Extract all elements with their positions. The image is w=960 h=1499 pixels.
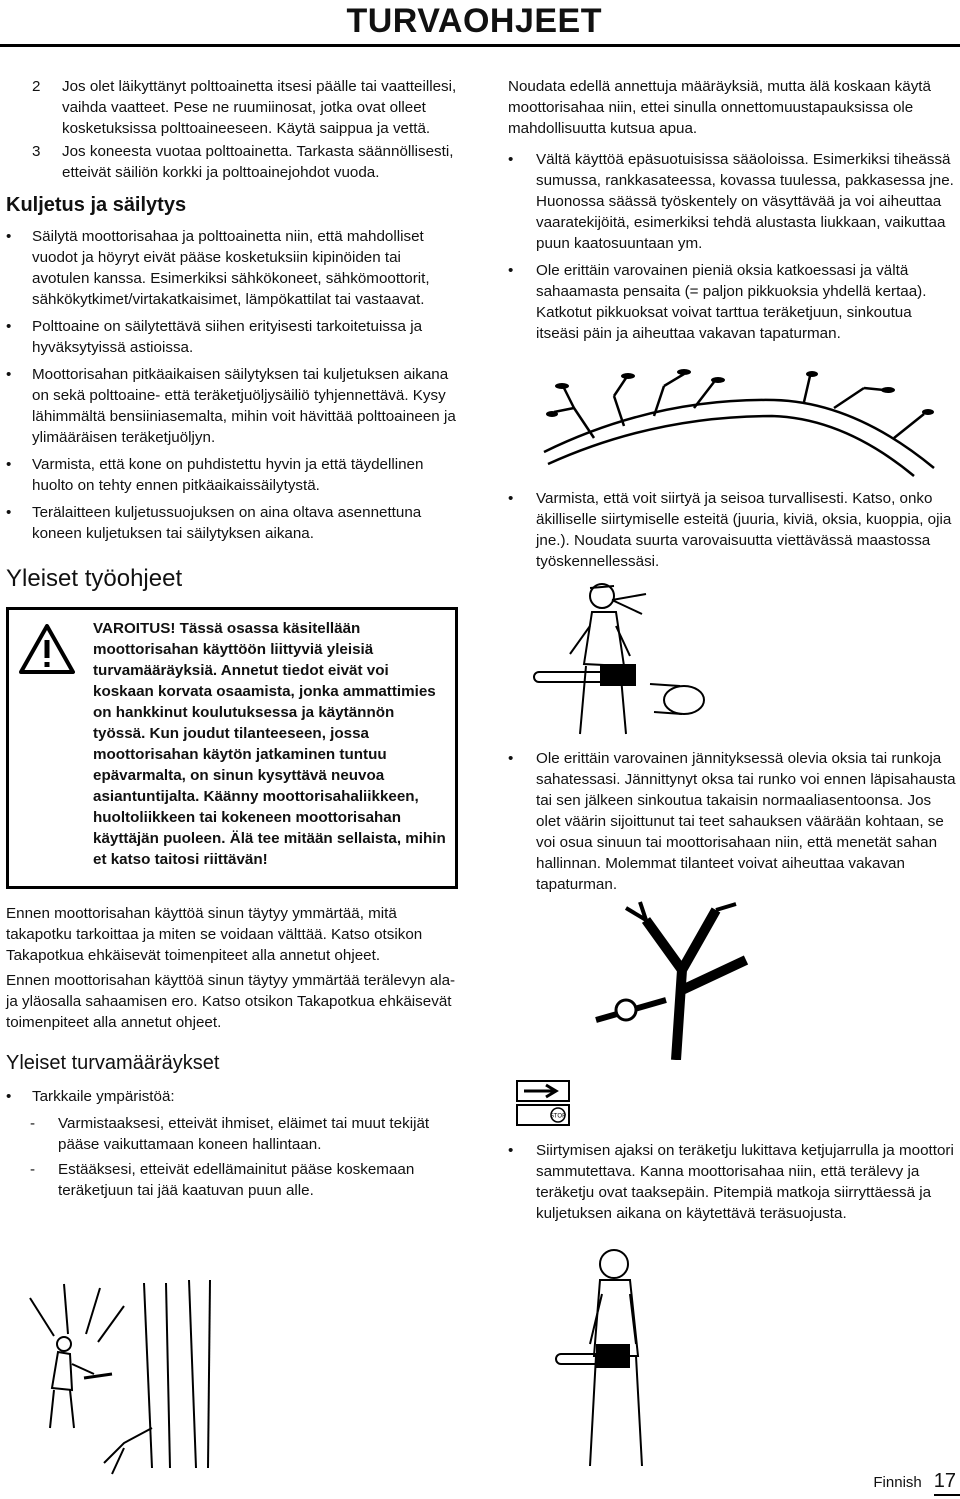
bullet-text: Varmista, että kone on puhdistettu hyvin ja että täydellinen huolto on tehty ennen pitkäaikaissäilytystä. [32, 456, 424, 494]
right-column-d [508, 1140, 956, 1230]
bullet-icon: • [508, 750, 514, 767]
bullet-item [508, 149, 956, 254]
bullet-item [508, 1140, 956, 1224]
paragraph: Ennen moottorisahan käyttöä sinun täytyy ymmärtää terälevyn ala- ja yläosalla sahaamisen ero. Katso otsikon Takapotkua ehkäisevät toimenpiteet alla annetut ohjeet. [6, 972, 456, 1031]
stop-icon: STOP [549, 1113, 567, 1120]
bullet-item [508, 488, 956, 572]
item-text: Jos olet läikyttänyt polttoainetta itsesi päälle tai vaatteillesi, vaihda vaatteet. Pese ne ruumiinosat, jotka ovat olleet kosketuksissa polttoaineeseen. Käytä saippua ja vettä. [62, 78, 457, 137]
left-column [6, 76, 458, 1205]
bullet-text: Moottorisahan pitkäaikaisen säilytyksen tai kuljetuksen aikana on sekä polttoaine- että teräketjuöljysäiliö tyhjennettävä. Kysy lähimmältä bensiiniasemalta, mihin voit hävittää polttoaineen ja ylimääräisen teräketjuöljyn. [32, 366, 456, 446]
bullet-text: Ole erittäin varovainen jännityksessä olevia oksia tai runkoja sahatessasi. Jännittynyt oksa tai runko voi ennen läpisahausta tai sen jälkeen sinkoutua takaisin normaaliasentoonsa. Jos olet väärin sijoittunut tai teet sahauksen väärään kohtaan, se voi osua sinuun tai moottorisahaan niin, että menetät sahan hallinnan. Molemmat tilanteet voivat aiheuttaa vakavan tapaturman. [536, 750, 956, 893]
bullet-text: Polttoaine on säilytettävä siihen erityisesti tarkoitetuissa ja hyväksytyissä astioissa. [32, 318, 423, 356]
page-number: 17 [933, 1470, 956, 1492]
bullet-icon: • [6, 318, 12, 335]
bullet-icon: • [6, 456, 12, 473]
bullet-text: Tarkkaile ympäristöä: [32, 1088, 175, 1105]
bullet-icon: • [6, 1088, 12, 1105]
dash-text: Estääksesi, etteivät edellämainitut pääse koskemaan teräketjuun tai jää kaatuvan puun alle. [58, 1161, 415, 1199]
bullet-item [508, 260, 956, 344]
bullet-icon: • [6, 228, 12, 245]
bullet-text: Vältä käyttöä epäsuotuisissa sääoloissa. Esimerkiksi tiheässä sumussa, rankkasateessa, kovassa tuulessa, pakkasessa jne. Huonossa säässä työskentely on väsyttävää ja voi aiheuttaa vaaratekijöitä, esimerkiksi tehdä alustasta liukkaan, vaikuttaa puun kaatosuuntaan ym. [536, 151, 954, 252]
bullet-item [6, 316, 458, 358]
numbered-item [32, 141, 458, 183]
item-number: 2 [32, 78, 41, 95]
footer-language: Finnish [873, 1474, 922, 1491]
footer-rule [934, 1494, 960, 1496]
bullet-text: Säilytä moottorisahaa ja polttoainetta niin, että mahdolliset vuodot ja höyryt eivät pääse kosketuksiin kipinöiden tai avotulen kanssa. Esimerkiksi sähkökoneet, sähkömoottorit, sähkökytkimet/virtakatkaisimet, lämpökattilat tai vastaavat. [32, 228, 430, 308]
branch-illustration [534, 368, 954, 480]
dash-item: - Estääksesi, etteivät edellämainitut pääse koskemaan teräketjuun tai jää kaatuvan puun alle. [30, 1159, 458, 1201]
bullet-icon: • [6, 504, 12, 521]
transport-sign [516, 1080, 570, 1128]
bullet-icon: • [508, 262, 514, 279]
bullet-item [6, 226, 458, 310]
paragraph: Ennen moottorisahan käyttöä sinun täytyy ymmärtää, mitä takapotku tarkoittaa ja miten se voidaan välttää. Katso otsikon Takapotkua ehkäisevät toimenpiteet alla annetut ohjeet. [6, 905, 423, 964]
bullet-text: Varmista, että voit siirtyä ja seisoa turvallisesti. Katso, onko äkilliselle siirtymiselle esteitä (juuria, kiviä, oksia, kuoppia, ojia jne.). Noudata suurta varovaisuutta viettävässä maastossa työskennellessäsi. [536, 490, 952, 570]
bullet-icon: • [508, 490, 514, 507]
bullet-item [508, 748, 956, 895]
page-title: TURVAOHJEET [346, 2, 602, 40]
page-footer [873, 1470, 956, 1493]
right-column-b [508, 488, 956, 578]
worker-saw-illustration [530, 574, 720, 744]
item-number: 3 [32, 143, 41, 160]
tension-illustration [586, 900, 776, 1060]
felling-illustration [24, 1278, 234, 1478]
bullet-text: Siirtymisen ajaksi on teräketju lukittava ketjujarrulla ja moottori sammutettava. Kanna moottorisahaa niin, että terälevy ja teräketju ovat taaksepäin. Pitempiä matkoja siirryttäessä ja kuljetuksen aikana on käytettävä teräsuojusta. [536, 1142, 954, 1222]
bullet-text: Terälaitteen kuljetussuojuksen on aina oltava asennettuna koneen kuljetuksen tai säilytyksen aikana. [32, 504, 422, 542]
transport-heading: Kuljetus ja säilytys [6, 194, 187, 216]
bullet-item [6, 502, 458, 544]
bullet-item [6, 364, 458, 448]
bullet-icon: • [508, 151, 514, 168]
dash-item: - Varmistaaksesi, etteivät ihmiset, eläimet tai muut tekijät pääse vaikuttamaan koneen hallintaan. [30, 1113, 458, 1155]
intro-paragraph: Noudata edellä annettuja määräyksiä, mutta älä koskaan käytä moottorisahaa niin, ettei sinulla onnettomuustapauksissa ole mahdollisuutta kutsua apua. [508, 78, 931, 137]
right-column-c [508, 748, 956, 901]
right-column [508, 76, 956, 350]
carry-saw-illustration [550, 1244, 670, 1470]
warning-box [6, 607, 458, 889]
safety-heading: Yleiset turvamääräykset [6, 1052, 220, 1074]
bullet-item [6, 454, 458, 496]
numbered-item [32, 76, 458, 139]
bullet-icon: • [6, 366, 12, 383]
item-text: Jos koneesta vuotaa polttoainetta. Tarkasta säännöllisesti, etteivät säiliön korkki ja polttoainejohdot vuoda. [62, 143, 454, 181]
bullet-text: Ole erittäin varovainen pieniä oksia katkoessasi ja vältä sahaamasta pensaita (= paljon pikkuoksia yhdellä kertaa). Katkotut pikkuoksat voivat tarttua teräketjuun, sinkoutua itseäsi päin ja aiheuttaa vakavan tapaturman. [536, 262, 927, 342]
general-heading: Yleiset työohjeet [6, 565, 183, 592]
arrow-right-icon [524, 1085, 556, 1097]
warning-label: VAROITUS! [93, 620, 176, 637]
header-rule [0, 44, 960, 47]
bullet-icon: • [508, 1142, 514, 1159]
warning-body: Tässä osassa käsitellään moottorisahan käyttöön liittyviä yleisiä turvamääräyksiä. Annetut tiedot eivät voi koskaan korvata osaamista, jonka ammattimies on hankkinut koulutuksessa ja käytännön työssä. Kun joudut tilanteeseen, jossa moottorisahan käytön jatkaminen tuntuu epävarmalta, on sinun kysyttävä neuvoa asiantuntijalta. Käänny moottorisahaliikkeen, huoltoliikkeen tai kokeneen moottorisahan käyttäjän puoleen. Älä tee mitään sellaista, mihin et katso taitosi riittävän! [93, 620, 446, 868]
warning-triangle-icon [19, 624, 75, 674]
dash-text: Varmistaaksesi, etteivät ihmiset, eläimet tai muut tekijät pääse vaikuttamaan koneen hallintaan. [58, 1115, 430, 1153]
bullet-item [6, 1086, 458, 1107]
warning-text [93, 618, 449, 870]
